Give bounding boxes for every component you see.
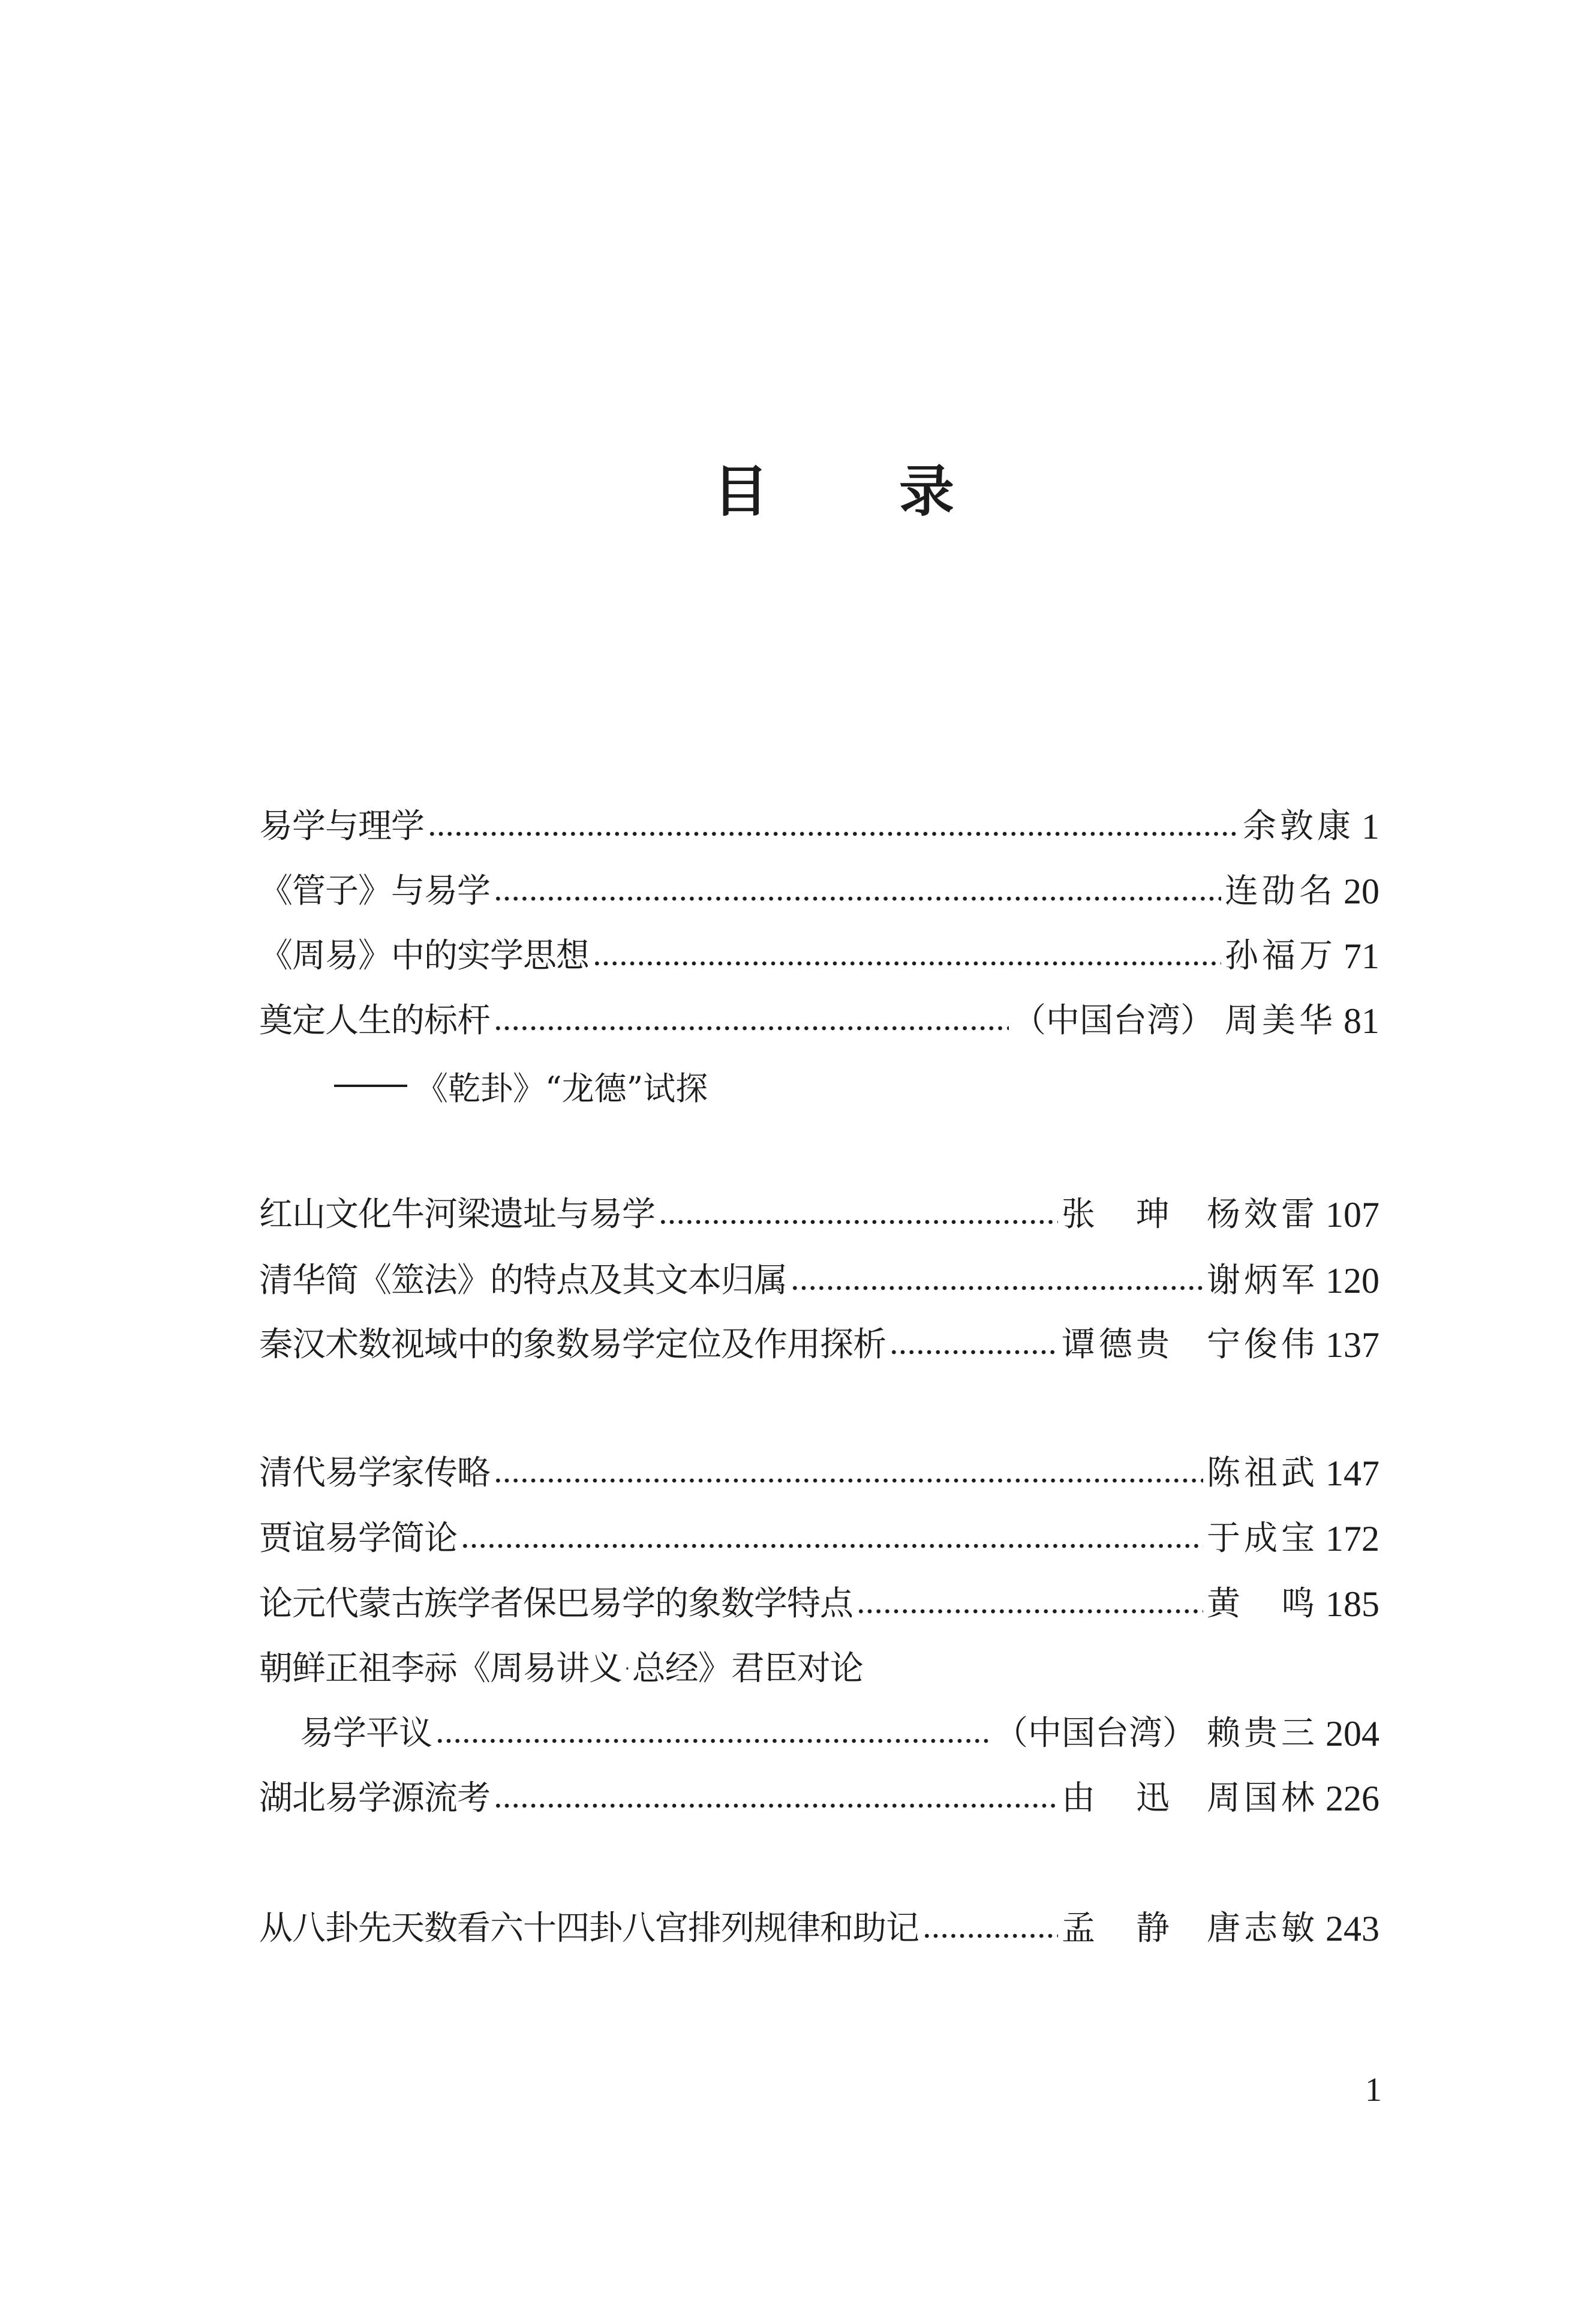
dot-leader — [435, 1713, 991, 1755]
toc-entry[interactable] — [259, 935, 1379, 977]
entry-author: 陈祖武 — [1207, 1454, 1318, 1493]
entry-title: 清代易学家传略 — [259, 1454, 490, 1493]
dot-leader — [494, 1000, 1009, 1042]
entry-page-number: 107 — [1326, 1195, 1379, 1235]
dot-leader — [659, 1194, 1058, 1236]
entry-page-number: 71 — [1343, 936, 1379, 976]
dot-leader — [593, 935, 1221, 977]
entry-page-number: 147 — [1326, 1454, 1379, 1493]
entry-page-number: 172 — [1326, 1519, 1379, 1559]
entry-subtitle — [334, 1065, 708, 1107]
entry-title: 秦汉术数视域中的象数易学定位及作用探析 — [259, 1325, 886, 1364]
toc-entry[interactable] — [259, 1908, 1379, 1950]
entry-title: 湖北易学源流考 — [259, 1779, 490, 1818]
entry-title: 红山文化牛河梁遗址与易学 — [259, 1195, 655, 1234]
toc-entry[interactable] — [259, 1583, 1379, 1625]
dot-leader — [428, 806, 1239, 848]
toc-entry[interactable] — [259, 870, 1379, 912]
dot-leader — [889, 1324, 1058, 1366]
entry-title: 清华简《筮法》的特点及其文本归属 — [259, 1261, 787, 1300]
entry-page-number: 20 — [1343, 872, 1379, 911]
entry-page-number: 137 — [1326, 1325, 1379, 1365]
toc-entry[interactable] — [259, 1260, 1379, 1302]
dot-leader — [494, 870, 1221, 912]
entry-title: 朝鲜正祖李祘《周易讲义·总经》君臣对论 — [259, 1649, 863, 1688]
toc-entry[interactable] — [259, 1324, 1379, 1366]
toc-entry[interactable] — [259, 1452, 1379, 1494]
entry-title: 《周易》中的实学思想 — [259, 936, 589, 975]
entry-author: 余敦康 — [1243, 807, 1354, 846]
entry-author: 谭德贵 宁俊伟 — [1062, 1325, 1318, 1364]
author-region: （中国台湾） — [994, 1714, 1196, 1753]
title-char-2: 录 — [898, 459, 954, 524]
entry-author: 连劭名 — [1225, 872, 1336, 911]
entry-author: 孟 静 唐志敏 — [1062, 1909, 1318, 1948]
entry-page-number: 204 — [1326, 1714, 1379, 1753]
dot-leader — [494, 1777, 1058, 1819]
entry-title: 奠定人生的标杆 — [259, 1001, 490, 1040]
subtitle-text: 《乾卦》“龙德”试探 — [416, 1069, 708, 1107]
entry-author: 张 珅 杨效雷 — [1062, 1195, 1318, 1234]
entry-author: 谢炳军 — [1207, 1261, 1318, 1300]
entry-title-continued: 易学平议 — [300, 1714, 432, 1753]
entry-author: （中国台湾） 周美华 — [1012, 1001, 1336, 1040]
title-char-1: 目 — [713, 459, 768, 524]
entry-author: （中国台湾） 赖贵三 — [994, 1714, 1318, 1753]
entry-page-number: 120 — [1326, 1261, 1379, 1301]
em-dash — [334, 1085, 407, 1087]
dot-leader — [922, 1908, 1058, 1950]
toc-entry-title-line2[interactable] — [300, 1713, 1379, 1755]
dot-leader — [791, 1260, 1203, 1302]
entry-title: 贾谊易学简论 — [259, 1519, 457, 1558]
entry-author: 由 迅 周国林 — [1062, 1779, 1318, 1818]
toc-entry-title-line1[interactable] — [259, 1648, 1379, 1690]
toc-entry[interactable] — [259, 1518, 1379, 1560]
dot-leader — [494, 1452, 1203, 1494]
toc-entry[interactable] — [259, 1194, 1379, 1236]
entry-author: 孙福万 — [1225, 936, 1336, 975]
entry-page-number: 81 — [1343, 1001, 1379, 1041]
toc-entry[interactable] — [259, 806, 1379, 848]
dot-leader — [461, 1518, 1203, 1560]
entry-title: 从八卦先天数看六十四卦八宫排列规律和助记 — [259, 1909, 919, 1948]
entry-author: 于成宝 — [1207, 1519, 1318, 1558]
entry-author: 黄 鸣 — [1207, 1584, 1318, 1623]
entry-page-number: 243 — [1326, 1909, 1379, 1948]
toc-entry[interactable] — [259, 1777, 1379, 1819]
dot-leader — [856, 1583, 1203, 1625]
entry-page-number: 185 — [1326, 1584, 1379, 1624]
page-number: 1 — [1365, 2071, 1382, 2109]
author-region: （中国台湾） — [1012, 1001, 1214, 1040]
entry-title: 易学与理学 — [259, 807, 424, 846]
toc-entry[interactable] — [259, 1000, 1379, 1042]
entry-title: 《管子》与易学 — [259, 872, 490, 911]
entry-page-number: 226 — [1326, 1779, 1379, 1818]
entry-page-number: 1 — [1361, 807, 1379, 846]
entry-title: 论元代蒙古族学者保巴易学的象数学特点 — [259, 1584, 853, 1623]
page-title — [708, 451, 960, 523]
